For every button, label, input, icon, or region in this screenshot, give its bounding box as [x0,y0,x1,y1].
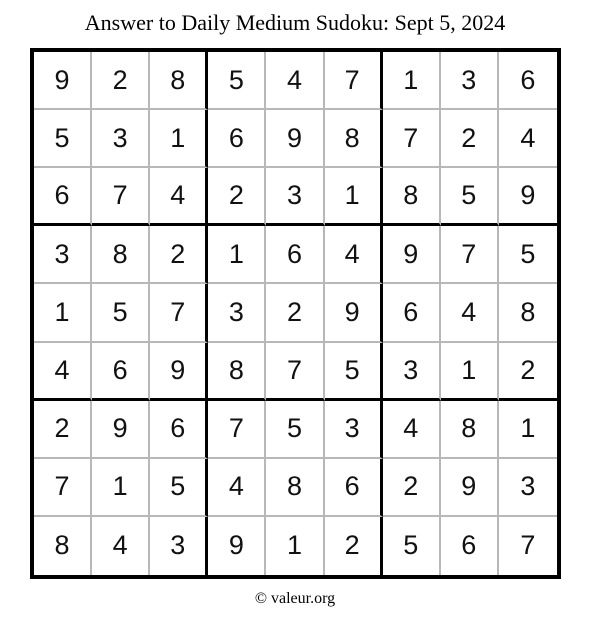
sudoku-cell-r3c5: 3 [266,168,324,226]
sudoku-cell-r2c5: 9 [266,110,324,168]
sudoku-cell-r1c7: 1 [383,52,441,110]
sudoku-cell-r7c4: 7 [208,401,266,459]
sudoku-cell-r6c1: 4 [34,343,92,401]
sudoku-cell-r3c2: 7 [92,168,150,226]
sudoku-cell-r6c8: 1 [441,343,499,401]
sudoku-cell-r9c6: 2 [325,517,383,575]
sudoku-cell-r9c9: 7 [520,530,536,561]
sudoku-board [30,48,561,579]
sudoku-cell-r3c6: 1 [325,168,383,226]
sudoku-cell-r7c3: 6 [150,401,208,459]
sudoku-cell-r9c8: 6 [441,517,499,575]
sudoku-cell-r3c9: 9 [499,168,557,226]
sudoku-cell-r2c2: 3 [92,110,150,168]
sudoku-cell-r2c8: 2 [441,110,499,168]
sudoku-cell-r3c7: 8 [383,168,441,226]
sudoku-cell-r5c1: 1 [34,284,92,342]
sudoku-cell-r4c7: 9 [383,226,441,284]
sudoku-cell-r2c1: 5 [34,110,92,168]
sudoku-cell-r4c9: 5 [499,226,557,284]
sudoku-cell-r5c4: 3 [208,284,266,342]
sudoku-cell-r9c7: 5 [383,517,441,575]
sudoku-cell-r1c1: 9 [34,52,92,110]
sudoku-cell-r6c7: 3 [383,343,441,401]
sudoku-cell-r1c8: 3 [441,52,499,110]
sudoku-cell-r6c4: 8 [208,343,266,401]
sudoku-cell-r1c3: 8 [150,52,208,110]
sudoku-cell-r5c9: 8 [499,284,557,342]
sudoku-cell-r8c3: 5 [150,459,208,517]
sudoku-cell-r7c6: 3 [325,401,383,459]
sudoku-cell-r1c2: 2 [92,52,150,110]
sudoku-cell-r8c4: 4 [208,459,266,517]
sudoku-cell-r5c2: 5 [92,284,150,342]
sudoku-cell-r4c1: 3 [34,226,92,284]
sudoku-cell-r9c3: 3 [150,517,208,575]
sudoku-cell-r4c6: 4 [325,226,383,284]
sudoku-cell-r4c3: 2 [150,226,208,284]
sudoku-cell-r3c8: 5 [441,168,499,226]
sudoku-cell-r4c4: 1 [208,226,266,284]
sudoku-cell-r5c5: 2 [266,284,324,342]
sudoku-cell-r3c3: 4 [150,168,208,226]
sudoku-cell-r8c6: 6 [325,459,383,517]
sudoku-cell-r7c1: 2 [34,401,92,459]
sudoku-cell-r8c2: 1 [92,459,150,517]
sudoku-cell-r9c5: 1 [266,517,324,575]
sudoku-cell-r1c9: 6 [499,52,557,110]
sudoku-cell-r5c8: 4 [441,284,499,342]
sudoku-cell-r1c6: 7 [325,52,383,110]
sudoku-cell-r1c4: 5 [208,52,266,110]
sudoku-cell-r2c9: 4 [499,110,557,168]
sudoku-cell-r2c3: 1 [150,110,208,168]
sudoku-cell-r8c1: 7 [34,459,92,517]
sudoku-cell-r2c4: 6 [208,110,266,168]
sudoku-cell-r7c9: 1 [499,401,557,459]
sudoku-cell-r8c9: 3 [499,459,557,517]
sudoku-cell-r6c2: 6 [92,343,150,401]
sudoku-cell-r9c1: 8 [34,517,92,575]
sudoku-cell-r5c3: 7 [150,284,208,342]
sudoku-cell-r6c9: 2 [499,343,557,401]
sudoku-cell-r7c8: 8 [441,401,499,459]
puzzle-title: Answer to Daily Medium Sudoku: Sept 5, 2024 [84,10,506,35]
sudoku-cell-r6c5: 7 [266,343,324,401]
sudoku-cell-r8c5: 8 [266,459,324,517]
sudoku-cell-r3c4: 2 [208,168,266,226]
sudoku-cell-r7c2: 9 [92,401,150,459]
sudoku-cell-r9c4: 9 [208,517,266,575]
sudoku-cell-r2c6: 8 [325,110,383,168]
sudoku-cell-r2c7: 7 [383,110,441,168]
sudoku-cell-r6c6: 5 [325,343,383,401]
sudoku-cell-r8c8: 9 [441,459,499,517]
sudoku-cell-r1c5: 4 [266,52,324,110]
sudoku-cell-r6c3: 9 [150,343,208,401]
sudoku-cell-r9c2: 4 [92,517,150,575]
site-credit: © valeur.org [254,590,336,607]
sudoku-cell-r4c8: 7 [441,226,499,284]
sudoku-cell-r5c7: 6 [383,284,441,342]
sudoku-cell-r5c6: 9 [325,284,383,342]
sudoku-cell-r4c5: 6 [266,226,324,284]
sudoku-cell-r7c5: 5 [266,401,324,459]
sudoku-cell-r3c1: 6 [34,168,92,226]
sudoku-cell-r7c7: 4 [383,401,441,459]
sudoku-cell-r4c2: 8 [92,226,150,284]
sudoku-cell-r8c7: 2 [383,459,441,517]
